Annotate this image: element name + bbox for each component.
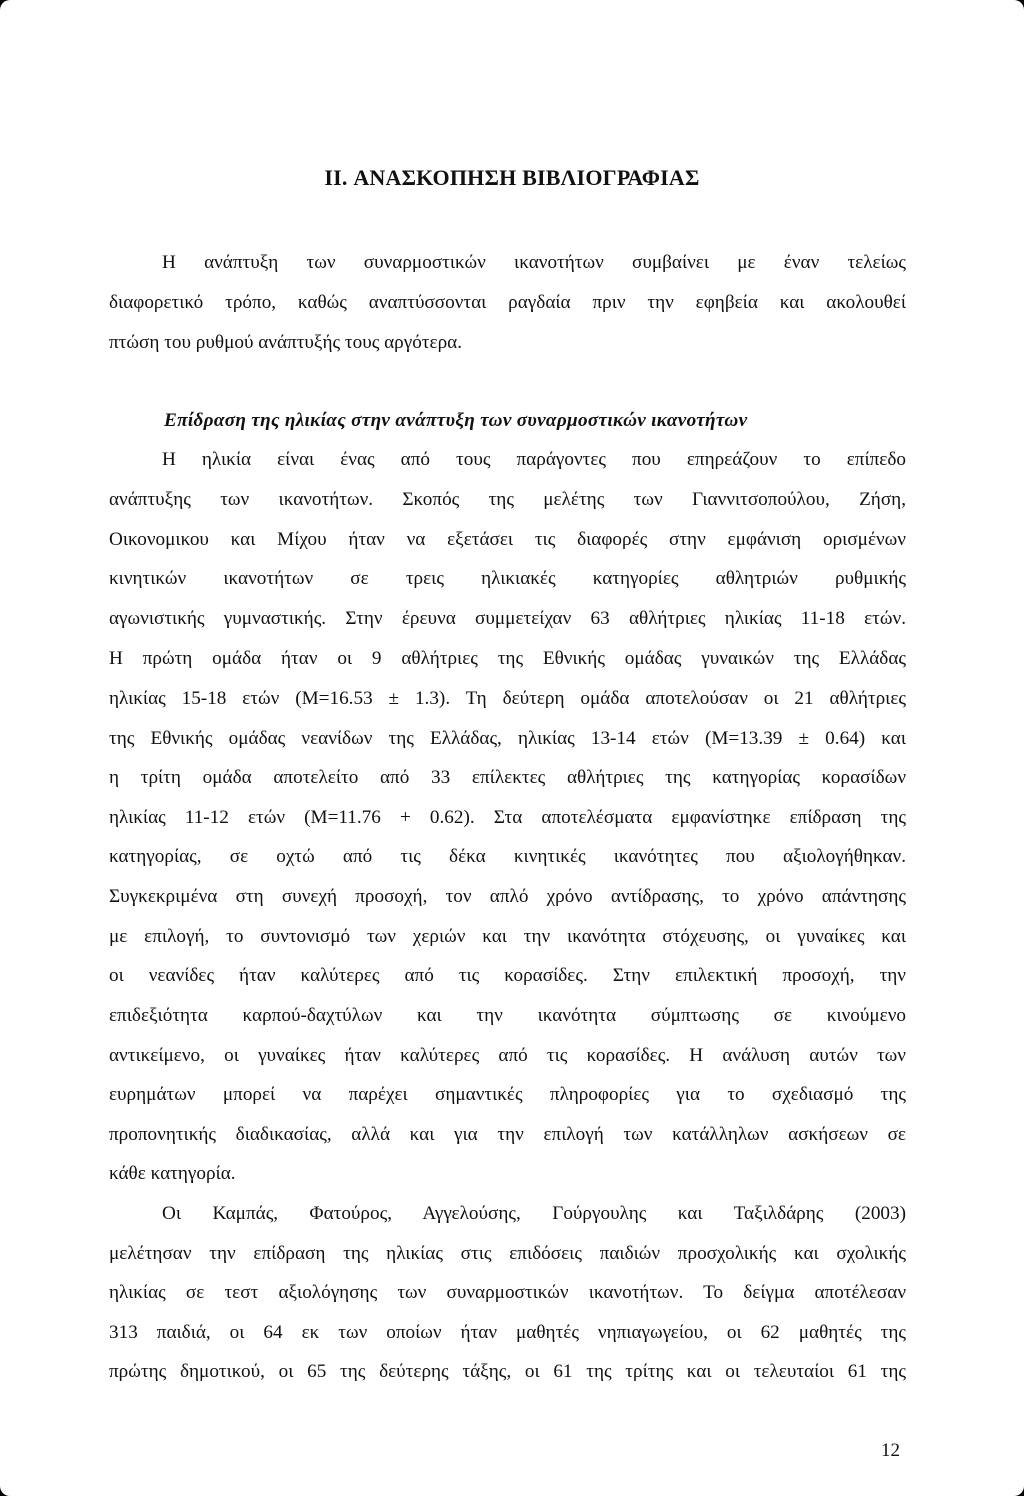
body-line: μελέτησαν την επίδραση της ηλικίας στις επιδόσεις παιδιών προσχολικής και σχολικής bbox=[109, 1243, 906, 1264]
body-line: αντικείμενο, οι γυναίκες ήταν καλύτερες από τις κορασίδες. Η ανάλυση αυτών των bbox=[109, 1045, 906, 1066]
body-line: οι νεανίδες ήταν καλύτερες από τις κορασίδες. Στην επιλεκτική προσοχή, την bbox=[109, 965, 906, 986]
body-line: κάθε κατηγορία. bbox=[109, 1163, 236, 1184]
body-line: ανάπτυξης των ικανοτήτων. Σκοπός της μελέτης των Γιαννιτσοπούλου, Ζήση, bbox=[109, 489, 906, 510]
intro-line: Η ανάπτυξη των συναρμοστικών ικανοτήτων συμβαίνει με έναν τελείως bbox=[162, 252, 906, 273]
body-line: κινητικών ικανοτήτων σε τρεις ηλικιακές κατηγορίες αθλητριών ρυθμικής bbox=[109, 568, 906, 589]
body-line: Συγκεκριμένα στη συνεχή προσοχή, τον απλό χρόνο αντίδρασης, το χρόνο απάντησης bbox=[109, 886, 906, 907]
intro-line: διαφορετικό τρόπο, καθώς αναπτύσσονται ραγδαία πριν την εφηβεία και ακολουθεί bbox=[109, 292, 906, 313]
body-line: ευρημάτων μπορεί να παρέχει σημαντικές πληροφορίες για το σχεδιασμό της bbox=[109, 1084, 906, 1105]
body-line: 313 παιδιά, οι 64 εκ των οποίων ήταν μαθητές νηπιαγωγείου, οι 62 μαθητές της bbox=[109, 1322, 906, 1343]
body-line: προπονητικής διαδικασίας, αλλά και για την επιλογή των κατάλληλων ασκήσεων σε bbox=[109, 1124, 906, 1145]
page-number: 12 bbox=[881, 1440, 900, 1461]
intro-line: πτώση του ρυθμού ανάπτυξής τους αργότερα. bbox=[109, 332, 463, 353]
subsection-heading: Επίδραση της ηλικίας στην ανάπτυξη των συναρμοστικών ικανοτήτων bbox=[164, 410, 748, 431]
body-line: Οι Καμπάς, Φατούρος, Αγγελούσης, Γούργουλης και Ταξιλδάρης (2003) bbox=[162, 1203, 906, 1224]
body-line: ηλικίας 15-18 ετών (Μ=16.53 ± 1.3). Τη δεύτερη ομάδα αποτελούσαν οι 21 αθλήτριες bbox=[109, 688, 906, 709]
body-line: Οικονομικου και Μίχου ήταν να εξετάσει τις διαφορές στην εμφάνιση ορισμένων bbox=[109, 529, 906, 550]
body-line: επιδεξιότητα καρπού-δαχτύλων και την ικανότητα σύμπτωσης σε κινούμενο bbox=[109, 1005, 906, 1026]
body-line: ηλικίας σε τεστ αξιολόγησης των συναρμοστικών ικανοτήτων. Το δείγμα αποτέλεσαν bbox=[109, 1282, 906, 1303]
body-line: Η πρώτη ομάδα ήταν οι 9 αθλήτριες της Εθνικής ομάδας γυναικών της Ελλάδας bbox=[109, 648, 906, 669]
body-line: κατηγορίας, σε οχτώ από τις δέκα κινητικές ικανότητες που αξιολογήθηκαν. bbox=[109, 846, 906, 867]
section-heading: II. ΑΝΑΣΚΟΠΗΣΗ ΒΙΒΛΙΟΓΡΑΦΙΑΣ bbox=[324, 165, 700, 190]
body-line: με επιλογή, το συντονισμό των χεριών και την ικανότητα στόχευσης, οι γυναίκες και bbox=[109, 926, 906, 947]
body-line: η τρίτη ομάδα αποτελείτο από 33 επίλεκτες αθλήτριες της κατηγορίας κορασίδων bbox=[109, 767, 906, 788]
body-line: πρώτης δημοτικού, οι 65 της δεύτερης τάξης, οι 61 της τρίτης και οι τελευταίοι 61 της bbox=[109, 1361, 906, 1382]
body-line: ηλικίας 11-12 ετών (Μ=11.76 + 0.62). Στα αποτελέσματα εμφανίστηκε επίδραση της bbox=[109, 807, 906, 828]
body-line: αγωνιστικής γυμναστικής. Στην έρευνα συμμετείχαν 63 αθλήτριες ηλικίας 11-18 ετών. bbox=[109, 608, 906, 629]
body-line: Η ηλικία είναι ένας από τους παράγοντες που επηρεάζουν το επίπεδο bbox=[162, 449, 906, 470]
body-line: της Εθνικής ομάδας νεανίδων της Ελλάδας, ηλικίας 13-14 ετών (Μ=13.39 ± 0.64) και bbox=[109, 728, 906, 749]
